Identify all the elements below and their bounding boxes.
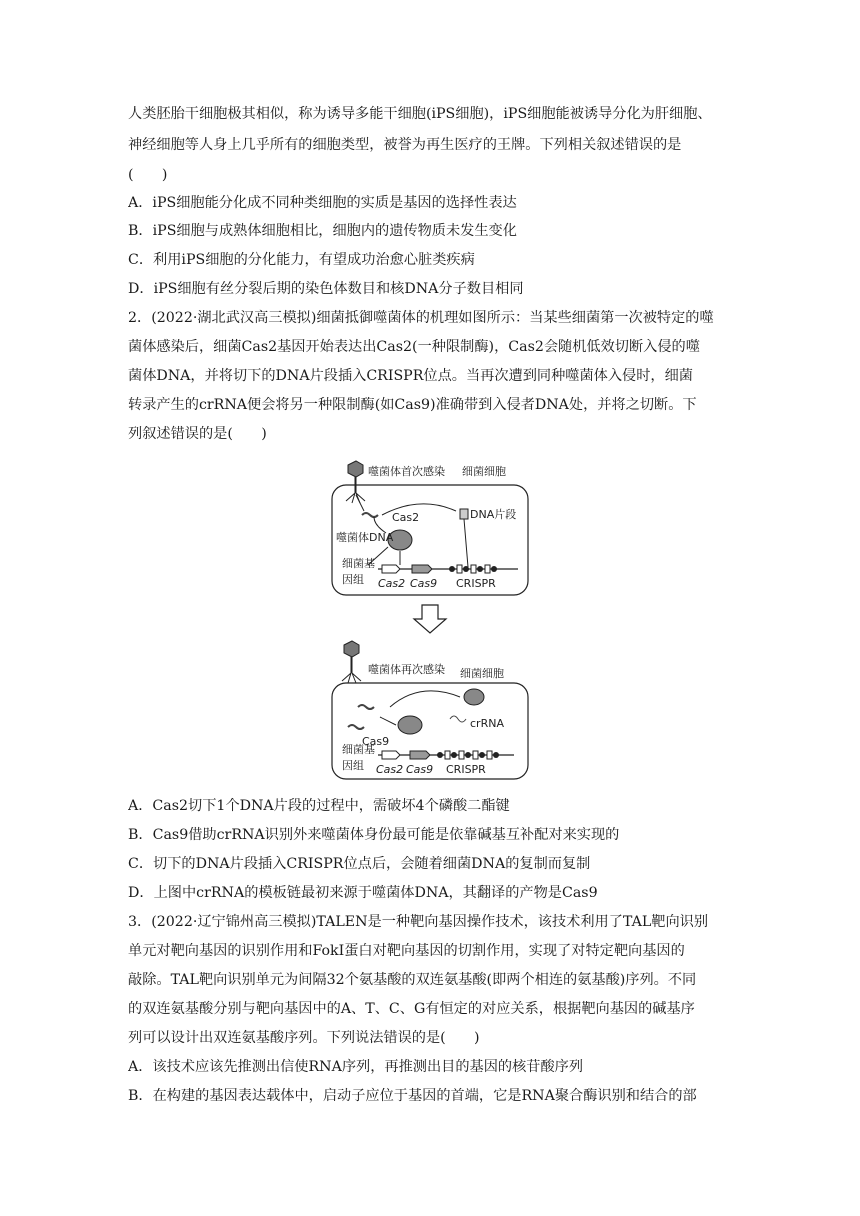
bottom-cas9-gene-label: Cas9 <box>406 763 434 776</box>
q1-stem-line-2: 神经细胞等人身上几乎所有的细胞类型，被誉为再生医疗的王牌。下列相关叙述错误的是 <box>128 137 682 153</box>
cas9-crrna-complex <box>464 689 484 705</box>
cas9-label: Cas9 <box>362 735 390 748</box>
q3-stem-line-1: 3．(2022·辽宁锦州高三模拟)TALEN是一种靶向基因操作技术，该技术利用了TAL靶向识别 <box>128 914 709 930</box>
q2-stem-line-4: 转录产生的crRNA便会将另一种限制酶(如Cas9)准确带到入侵者DNA处，并将之切断。下 <box>128 397 697 413</box>
q2-option-c: C．切下的DNA片段插入CRISPR位点后，会随着细菌DNA的复制而复制 <box>128 856 591 872</box>
q3-stem-line-3: 敲除。TAL靶向识别单元为间隔32个氨基酸的双连氨基酸(即两个相连的氨基酸)序列。不同 <box>128 972 697 988</box>
q1-option-d: D．iPS细胞有丝分裂后期的染色体数目和核DNA分子数目相同 <box>128 281 524 297</box>
top-cell-label: 细菌细胞 <box>462 465 506 478</box>
crispr-figure <box>300 455 560 785</box>
bottom-cas2-gene <box>382 751 400 759</box>
top-crispr-label: CRISPR <box>456 577 496 590</box>
first-infection-label: 噬菌体首次感染 <box>368 465 445 478</box>
top-cas2-gene <box>382 565 400 573</box>
phage-icon-2 <box>342 641 361 683</box>
cas2-label: Cas2 <box>392 511 420 524</box>
bottom-crispr-label: CRISPR <box>446 763 486 776</box>
cas9-enzyme <box>398 716 422 734</box>
q3-stem-line-4: 的双连氨基酸分别与靶向基因中的A、T、C、G有恒定的对应关系，根据靶向基因的碱基序 <box>128 1001 695 1017</box>
top-phage-dna <box>362 513 378 517</box>
bottom-genome-label-1: 细菌基 <box>342 743 375 756</box>
q1-option-b: B．iPS细胞与成熟体细胞相比，细胞内的遗传物质未发生变化 <box>128 223 517 239</box>
dna-fragment <box>460 509 468 519</box>
q1-option-a: A．iPS细胞能分化成不同种类细胞的实质是基因的选择性表达 <box>128 195 517 211</box>
bottom-genome-label-2: 因组 <box>342 759 364 772</box>
bottom-cell-label: 细菌细胞 <box>460 667 504 680</box>
q2-option-b: B．Cas9借助crRNA识别外来噬菌体身份最可能是依靠碱基互补配对来实现的 <box>128 827 620 843</box>
q2-stem-line-3: 菌体DNA，并将切下的DNA片段插入CRISPR位点。当再次遭到同种噬菌体入侵时，细菌 <box>128 368 693 384</box>
q2-stem-line-5: 列叙述错误的是( ) <box>128 426 267 442</box>
bottom-crispr-array <box>437 751 499 759</box>
top-genome-label-2: 因组 <box>342 573 364 586</box>
top-cas9-gene <box>412 565 432 573</box>
phage-icon <box>346 461 365 503</box>
bottom-cas2-gene-label: Cas2 <box>376 763 404 776</box>
dna-fragment-label: DNA片段 <box>470 508 517 521</box>
q3-stem-line-5: 列可以设计出双连氨基酸序列。下列说法错误的是( ) <box>128 1030 480 1046</box>
crispr-diagram <box>300 455 560 785</box>
q1-stem-line-1: 人类胚胎干细胞极其相似，称为诱导多能干细胞(iPS细胞)，iPS细胞能被诱导分化为肝细胞、 <box>128 106 712 122</box>
crrna-strand <box>450 716 466 722</box>
crrna-label: crRNA <box>470 717 504 730</box>
down-arrow-icon <box>414 605 446 633</box>
q3-stem-line-2: 单元对靶向基因的识别作用和FokⅠ蛋白对靶向基因的切割作用，实现了对特定靶向基因的 <box>128 943 685 959</box>
top-cas2-gene-label: Cas2 <box>378 577 406 590</box>
q3-option-a: A．该技术应该先推测出信使RNA序列，再推测出目的基因的核苷酸序列 <box>128 1059 584 1075</box>
bottom-cas9-gene <box>410 751 430 759</box>
q2-option-d: D．上图中crRNA的模板链最初来源于噬菌体DNA，其翻译的产物是Cas9 <box>128 885 598 901</box>
q1-option-c: C．利用iPS细胞的分化能力，有望成功治愈心脏类疾病 <box>128 252 475 268</box>
q2-stem-line-2: 菌体感染后，细菌Cas2基因开始表达出Cas2(一种限制酶)，Cas2会随机低效切断入侵的噬 <box>128 339 700 355</box>
q2-option-a: A．Cas2切下1个DNA片段的过程中，需破坏4个磷酸二酯键 <box>128 798 510 814</box>
second-infection-label: 噬菌体再次感染 <box>368 663 445 676</box>
top-genome-label-1: 细菌基 <box>342 557 375 570</box>
q1-answer-bracket: ( ) <box>128 167 168 183</box>
q2-stem-line-1: 2．(2022·湖北武汉高三模拟)细菌抵御噬菌体的机理如图所示：当某些细菌第一次被特定的噬 <box>128 310 714 326</box>
phage-dna-label: 噬菌体DNA <box>336 531 394 544</box>
q3-option-b: B．在构建的基因表达载体中，启动子应位于基因的首端，它是RNA聚合酶识别和结合的部 <box>128 1088 697 1104</box>
top-cas9-gene-label: Cas9 <box>410 577 438 590</box>
